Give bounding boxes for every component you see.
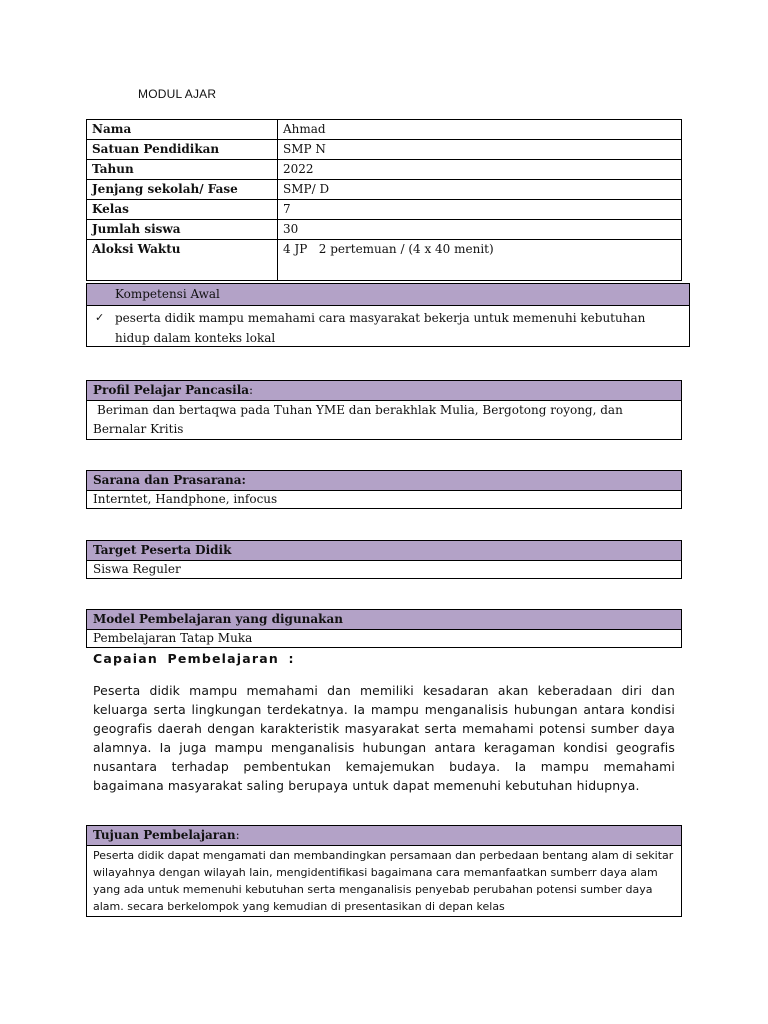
tujuan-heading-suffix: : bbox=[235, 828, 240, 842]
model-section bbox=[86, 609, 682, 648]
target-section bbox=[86, 540, 682, 579]
sarana-text: Interntet, Handphone, infocus bbox=[93, 492, 278, 506]
profil-heading-text: Profil Pelajar Pancasila bbox=[93, 383, 250, 397]
row-value: SMP/ D bbox=[278, 180, 682, 200]
model-heading: Model Pembelajaran yang digunakan bbox=[87, 610, 681, 630]
sarana-section bbox=[86, 470, 682, 509]
row-key: Satuan Pendidikan bbox=[87, 140, 278, 160]
kompetensi-awal-section bbox=[86, 283, 690, 347]
table-row bbox=[87, 240, 682, 281]
row-key: Jenjang sekolah/ Fase bbox=[87, 180, 278, 200]
row-value: Ahmad bbox=[278, 120, 682, 140]
page-title: MODUL AJAR bbox=[138, 87, 217, 101]
row-value: 2022 bbox=[278, 160, 682, 180]
tujuan-text: Peserta didik dapat mengamati dan membandingkan persamaan dan perbedaan bentang alam di sekitar wilayahnya dengan wilayah lain, mengidentifikasi bagaimana cara memanfaatkan sumberr daya alam yang ada untuk memenuhi kebutuhan serta menganalisis penyebab perubahan potensi sumber daya alam. secara berkelompok yang kemudian di presentasikan di depan kelas bbox=[93, 849, 674, 913]
profil-section bbox=[86, 380, 682, 440]
profil-text: Beriman dan bertaqwa pada Tuhan YME dan berakhlak Mulia, Bergotong royong, dan Bernalar Kritis bbox=[93, 403, 623, 436]
row-key: Jumlah siswa bbox=[87, 220, 278, 240]
profil-heading-suffix: : bbox=[249, 383, 254, 397]
row-key: Aloksi Waktu bbox=[87, 240, 278, 281]
model-text: Pembelajaran Tatap Muka bbox=[93, 631, 253, 645]
target-text: Siswa Reguler bbox=[93, 562, 181, 576]
kompetensi-awal-heading: Kompetensi Awal bbox=[87, 284, 689, 306]
row-value: 7 bbox=[278, 200, 682, 220]
capaian-text: Peserta didik mampu memahami dan memiliki kesadaran akan keberadaan diri dan keluarga serta lingkungan terdekatnya. Ia mampu menganalisis hubungan antara kondisi geografis daerah dengan karakteristik masyarakat serta memahami potensi sumber daya alamnya. Ia juga mampu menganalisis hubungan antara keragaman kondisi geografis nusantara terhadap pembentukan kemajemukan budaya. Ia mampu memahami bagaimana masyarakat saling berupaya untuk dapat memenuhi kebutuhan hidupnya. bbox=[93, 683, 675, 793]
row-value: 4 JP 2 pertemuan / (4 x 40 menit) bbox=[278, 240, 682, 281]
table-row bbox=[87, 160, 682, 180]
target-heading: Target Peserta Didik bbox=[87, 541, 681, 561]
checkmark-icon: ✓ bbox=[95, 311, 105, 324]
profil-heading bbox=[87, 381, 681, 401]
tujuan-heading-text: Tujuan Pembelajaran bbox=[93, 828, 236, 842]
table-row bbox=[87, 180, 682, 200]
kompetensi-awal-text: peserta didik mampu memahami cara masyarakat bekerja untuk memenuhi kebutuhan hidup dalam konteks lokal bbox=[115, 311, 646, 345]
kompetensi-awal-body bbox=[87, 306, 689, 346]
row-key: Tahun bbox=[87, 160, 278, 180]
capaian-heading: Capaian Pembelajaran : bbox=[93, 651, 295, 666]
tujuan-section bbox=[86, 825, 682, 917]
row-value: SMP N bbox=[278, 140, 682, 160]
tujuan-heading bbox=[87, 826, 681, 846]
sarana-heading: Sarana dan Prasarana: bbox=[87, 471, 681, 491]
identity-table bbox=[86, 119, 682, 281]
table-row bbox=[87, 120, 682, 140]
table-row bbox=[87, 140, 682, 160]
row-value: 30 bbox=[278, 220, 682, 240]
table-row bbox=[87, 220, 682, 240]
table-row bbox=[87, 200, 682, 220]
row-key: Nama bbox=[87, 120, 278, 140]
row-key: Kelas bbox=[87, 200, 278, 220]
